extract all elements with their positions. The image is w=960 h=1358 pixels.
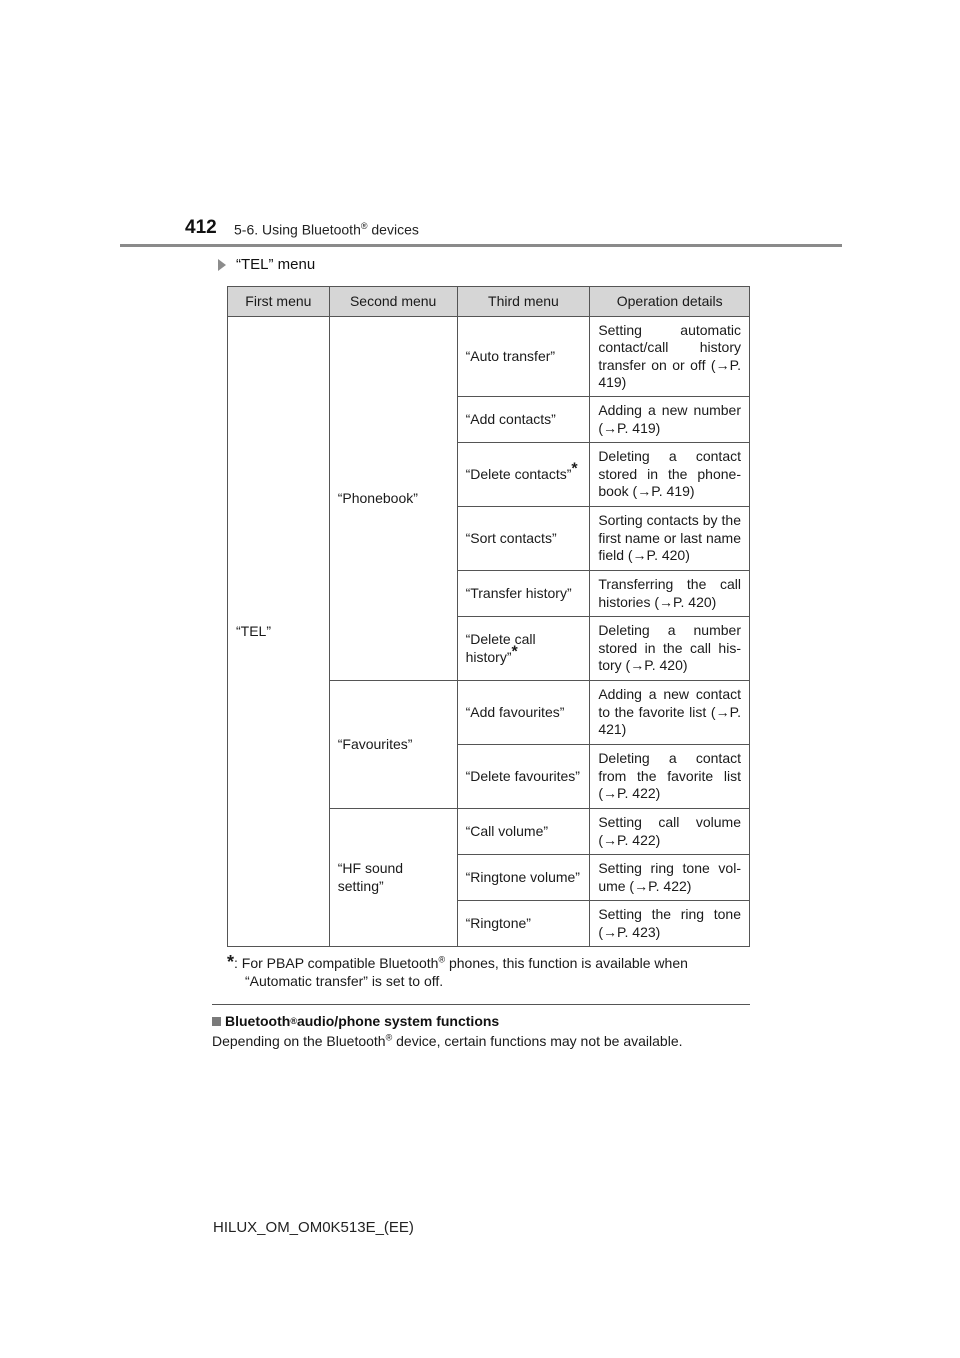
third-menu-cell: “Transfer history” xyxy=(457,571,590,617)
column-header: Operation details xyxy=(590,287,750,317)
document-id: HILUX_OM_OM0K513E_(EE) xyxy=(213,1219,414,1236)
body-suffix: device, certain functions may not be available. xyxy=(392,1033,683,1049)
footnote-asterisk: * xyxy=(227,952,235,972)
third-menu-cell: “Auto transfer” xyxy=(457,317,590,397)
heading-suffix: audio/phone system functions xyxy=(296,1013,500,1029)
operation-details-cell: Setting automatic contact/call history transfer on or off (→P. 419) xyxy=(590,317,750,397)
header-divider xyxy=(120,244,842,247)
operation-details-cell: Setting ring tone volume (→P. 422) xyxy=(590,855,750,901)
third-menu-cell: “Sort contacts” xyxy=(457,507,590,571)
third-menu-cell: “Ringtone” xyxy=(457,901,590,947)
column-header: First menu xyxy=(228,287,330,317)
footnote-text-part2: phones, this function is available when xyxy=(445,955,688,971)
third-menu-cell: “Ringtone volume” xyxy=(457,855,590,901)
third-menu-cell xyxy=(457,443,590,507)
operation-details-cell: Deleting a contact from the favorite list (→P. 422) xyxy=(590,745,750,809)
menu-subheading-text: “TEL” menu xyxy=(236,256,316,273)
column-header: Third menu xyxy=(457,287,590,317)
heading-prefix: Bluetooth xyxy=(225,1013,291,1029)
tel-menu-table xyxy=(227,286,750,947)
page-number: 412 xyxy=(185,217,217,238)
bluetooth-functions-heading: Bluetooth ® audio/phone system functions xyxy=(212,1013,499,1029)
third-menu-cell: “Add contacts” xyxy=(457,397,590,443)
table-footnote xyxy=(227,953,747,990)
operation-details-cell: Setting call volume (→P. 422) xyxy=(590,809,750,855)
operation-details-cell: Adding a new number (→P. 419) xyxy=(590,397,750,443)
operation-details-cell: Adding a new contact to the favorite list (→P. 421) xyxy=(590,681,750,745)
column-header: Second menu xyxy=(329,287,457,317)
third-menu-label: “Delete call history” xyxy=(465,631,536,665)
registered-mark: ® xyxy=(438,954,446,965)
second-menu-cell: “Favourites” xyxy=(329,681,457,809)
operation-details-cell: Setting the ring tone (→P. 423) xyxy=(590,901,750,947)
footnote-asterisk: * xyxy=(571,460,578,478)
registered-mark: ® xyxy=(385,1032,393,1043)
third-menu-cell: “Add favourites” xyxy=(457,681,590,745)
triangle-bullet-icon xyxy=(218,259,226,271)
table-row xyxy=(228,317,750,397)
footnote-text-part1: : For PBAP compatible Bluetooth xyxy=(234,955,439,971)
operation-details-cell: Sorting contacts by the first name or last name field (→P. 420) xyxy=(590,507,750,571)
operation-details-cell: Deleting a number stored in the call history (→P. 420) xyxy=(590,617,750,681)
registered-mark: ® xyxy=(360,221,368,231)
square-bullet-icon xyxy=(212,1017,221,1026)
third-menu-label: “Delete contacts” xyxy=(465,465,572,482)
section-title-prefix: 5-6. Using Bluetooth xyxy=(234,221,361,238)
third-menu-cell: “Delete favourites” xyxy=(457,745,590,809)
operation-details-cell: Deleting a contact stored in the phonebook (→P. 419) xyxy=(590,443,750,507)
bluetooth-functions-body xyxy=(212,1033,772,1049)
first-menu-cell: “TEL” xyxy=(228,317,330,947)
menu-subheading xyxy=(218,256,315,273)
third-menu-cell xyxy=(457,617,590,681)
second-menu-cell: “HF sound setting” xyxy=(329,809,457,947)
section-divider xyxy=(212,1004,750,1005)
operation-details-cell: Transferring the call histories (→P. 420) xyxy=(590,571,750,617)
footnote-line-2: “Automatic transfer” is set to off. xyxy=(245,973,444,989)
section-title-suffix: devices xyxy=(367,221,419,238)
third-menu-cell: “Call volume” xyxy=(457,809,590,855)
table-header-row xyxy=(228,287,750,317)
body-prefix: Depending on the Bluetooth xyxy=(212,1033,386,1049)
second-menu-cell: “Phonebook” xyxy=(329,317,457,681)
section-title xyxy=(234,221,419,238)
footnote-asterisk: * xyxy=(511,642,518,660)
footnote-line-1 xyxy=(227,953,747,972)
